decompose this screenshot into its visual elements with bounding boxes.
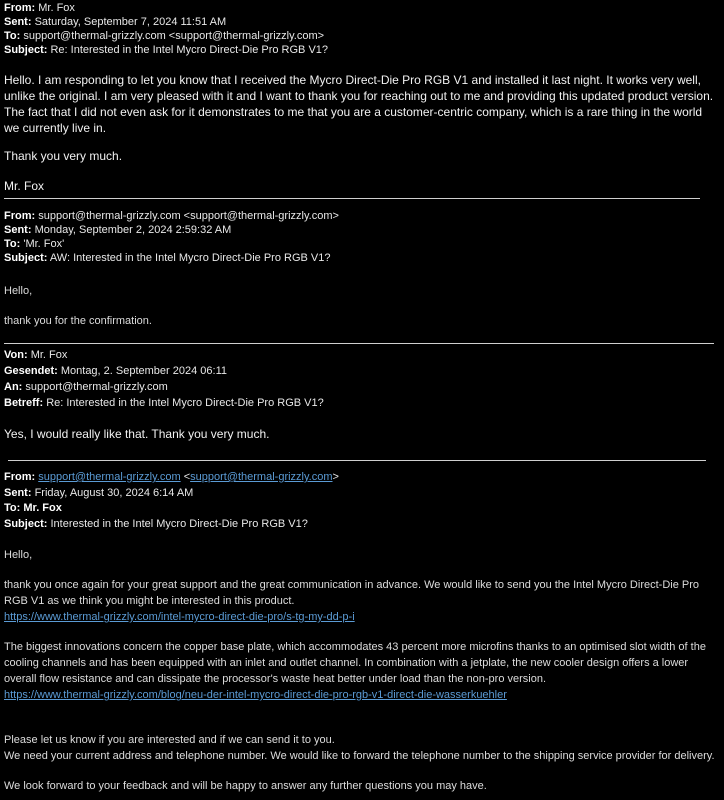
email1-body bbox=[4, 72, 718, 136]
email2-body: thank you for the confirmation. bbox=[4, 315, 152, 327]
subject-label: Subject: bbox=[4, 518, 48, 530]
email3-sent bbox=[4, 364, 227, 378]
product-link[interactable]: https://www.thermal-grizzly.com/intel-mycro-direct-die-pro/s-tg-my-dd-p-i bbox=[4, 611, 355, 623]
subject-value: Interested in the Intel Mycro Direct-Die Pro RGB V1? bbox=[50, 518, 308, 530]
from-label: Von: bbox=[4, 349, 28, 361]
email2-from bbox=[4, 209, 339, 223]
email4-paragraph-3b: We need your current address and telephone number. We would like to forward the telephone number to the shipping service provider for delivery. bbox=[4, 750, 715, 762]
email2-to bbox=[4, 237, 64, 251]
email2-sent bbox=[4, 223, 231, 237]
angle-close: > bbox=[332, 471, 339, 483]
email2-subject bbox=[4, 251, 330, 265]
email1-paragraph: Hello. I am responding to let you know that I received the Mycro Direct-Die Pro RGB V1 and installed it last night. It works very well, unlike the original. I am very pleased with it and I want to thank you for reaching out to me and providing this updated product version. The fact that I did not even ask for it demonstrates to me that you are a customer-centric company, which is a rare thing in the world we currently live in. bbox=[4, 73, 714, 135]
sent-value: Monday, September 2, 2024 2:59:32 AM bbox=[34, 224, 232, 236]
sent-label: Sent: bbox=[4, 224, 32, 236]
email3-body: Yes, I would really like that. Thank you very much. bbox=[4, 427, 270, 441]
sent-value: Saturday, September 7, 2024 11:51 AM bbox=[34, 16, 227, 28]
to-value: Mr. Fox bbox=[23, 502, 62, 514]
email4-subject bbox=[4, 517, 308, 531]
subject-value: AW: Interested in the Intel Mycro Direct-Die Pro RGB V1? bbox=[49, 252, 331, 264]
to-value: support@thermal-grizzly.com <support@thermal-grizzly.com> bbox=[23, 30, 325, 42]
email3-to bbox=[4, 380, 168, 394]
from-label: From: bbox=[4, 2, 36, 14]
from-value: Mr. Fox bbox=[30, 349, 68, 361]
to-label: To: bbox=[4, 30, 21, 42]
email4-to bbox=[4, 501, 62, 515]
email3-from bbox=[4, 348, 67, 362]
blog-link[interactable]: https://www.thermal-grizzly.com/blog/neu-der-intel-mycro-direct-die-pro-rgb-v1-direct-die-wasserkuehler bbox=[4, 689, 507, 701]
subject-value: Re: Interested in the Intel Mycro Direct-Die Pro RGB V1? bbox=[46, 397, 324, 409]
subject-label: Subject: bbox=[4, 252, 48, 264]
sent-label: Sent: bbox=[4, 16, 32, 28]
email1-signature: Mr. Fox bbox=[4, 179, 45, 193]
subject-label: Betreff: bbox=[4, 397, 44, 409]
to-label: An: bbox=[4, 381, 23, 393]
subject-label: Subject: bbox=[4, 44, 48, 56]
to-value: support@thermal-grizzly.com bbox=[25, 381, 168, 393]
from-email-link-2[interactable]: support@thermal-grizzly.com bbox=[190, 471, 333, 483]
paragraph-text: thank you once again for your great support and the great communication in advance. We would like to send you the Intel Mycro Direct-Die Pro RGB V1 as we think you might be interested in this product. bbox=[4, 579, 700, 607]
from-email-link[interactable]: support@thermal-grizzly.com bbox=[38, 471, 181, 483]
from-label: From: bbox=[4, 471, 36, 483]
email4-paragraph-3a: Please let us know if you are interested and if we can send it to you. bbox=[4, 734, 335, 746]
separator bbox=[4, 198, 700, 199]
to-value: 'Mr. Fox' bbox=[23, 238, 65, 250]
email1-thanks: Thank you very much. bbox=[4, 149, 123, 163]
email2-greeting: Hello, bbox=[4, 285, 33, 297]
email1-to bbox=[4, 29, 324, 43]
from-value: Mr. Fox bbox=[38, 2, 75, 14]
email3-subject bbox=[4, 396, 324, 410]
email4-paragraph-2 bbox=[4, 639, 718, 703]
email1-sent bbox=[4, 15, 226, 29]
sent-value: Montag, 2. September 2024 06:11 bbox=[60, 365, 227, 377]
separator bbox=[8, 460, 706, 461]
email4-from bbox=[4, 470, 339, 484]
email4-greeting: Hello, bbox=[4, 549, 33, 561]
sent-label: Sent: bbox=[4, 487, 32, 499]
sent-value: Friday, August 30, 2024 6:14 AM bbox=[34, 487, 194, 499]
separator bbox=[4, 343, 714, 344]
paragraph-text: The biggest innovations concern the copper base plate, which accommodates 43 percent more microfins thanks to an optimised slot width of the cooling channels and has been equipped with an inlet and outlet channel. In combination with a jetplate, the new cooler design offers a lower overall flow resistance and can dissipate the processor's waste heat better under load than the non-pro version. bbox=[4, 641, 706, 685]
subject-value: Re: Interested in the Intel Mycro Direct-Die Pro RGB V1? bbox=[50, 44, 329, 56]
email4-paragraph-4: We look forward to your feedback and will be happy to answer any further questions you may have. bbox=[4, 780, 487, 792]
from-label: From: bbox=[4, 210, 36, 222]
email1-subject bbox=[4, 43, 328, 57]
angle-open: < bbox=[183, 471, 191, 483]
email4-paragraph-1 bbox=[4, 577, 718, 625]
sent-label: Gesendet: bbox=[4, 365, 58, 377]
to-label: To: bbox=[4, 238, 21, 250]
email4-sent bbox=[4, 486, 193, 500]
to-label: To: bbox=[4, 502, 21, 514]
email1-from bbox=[4, 1, 75, 15]
from-value: support@thermal-grizzly.com <support@thermal-grizzly.com> bbox=[38, 210, 339, 222]
